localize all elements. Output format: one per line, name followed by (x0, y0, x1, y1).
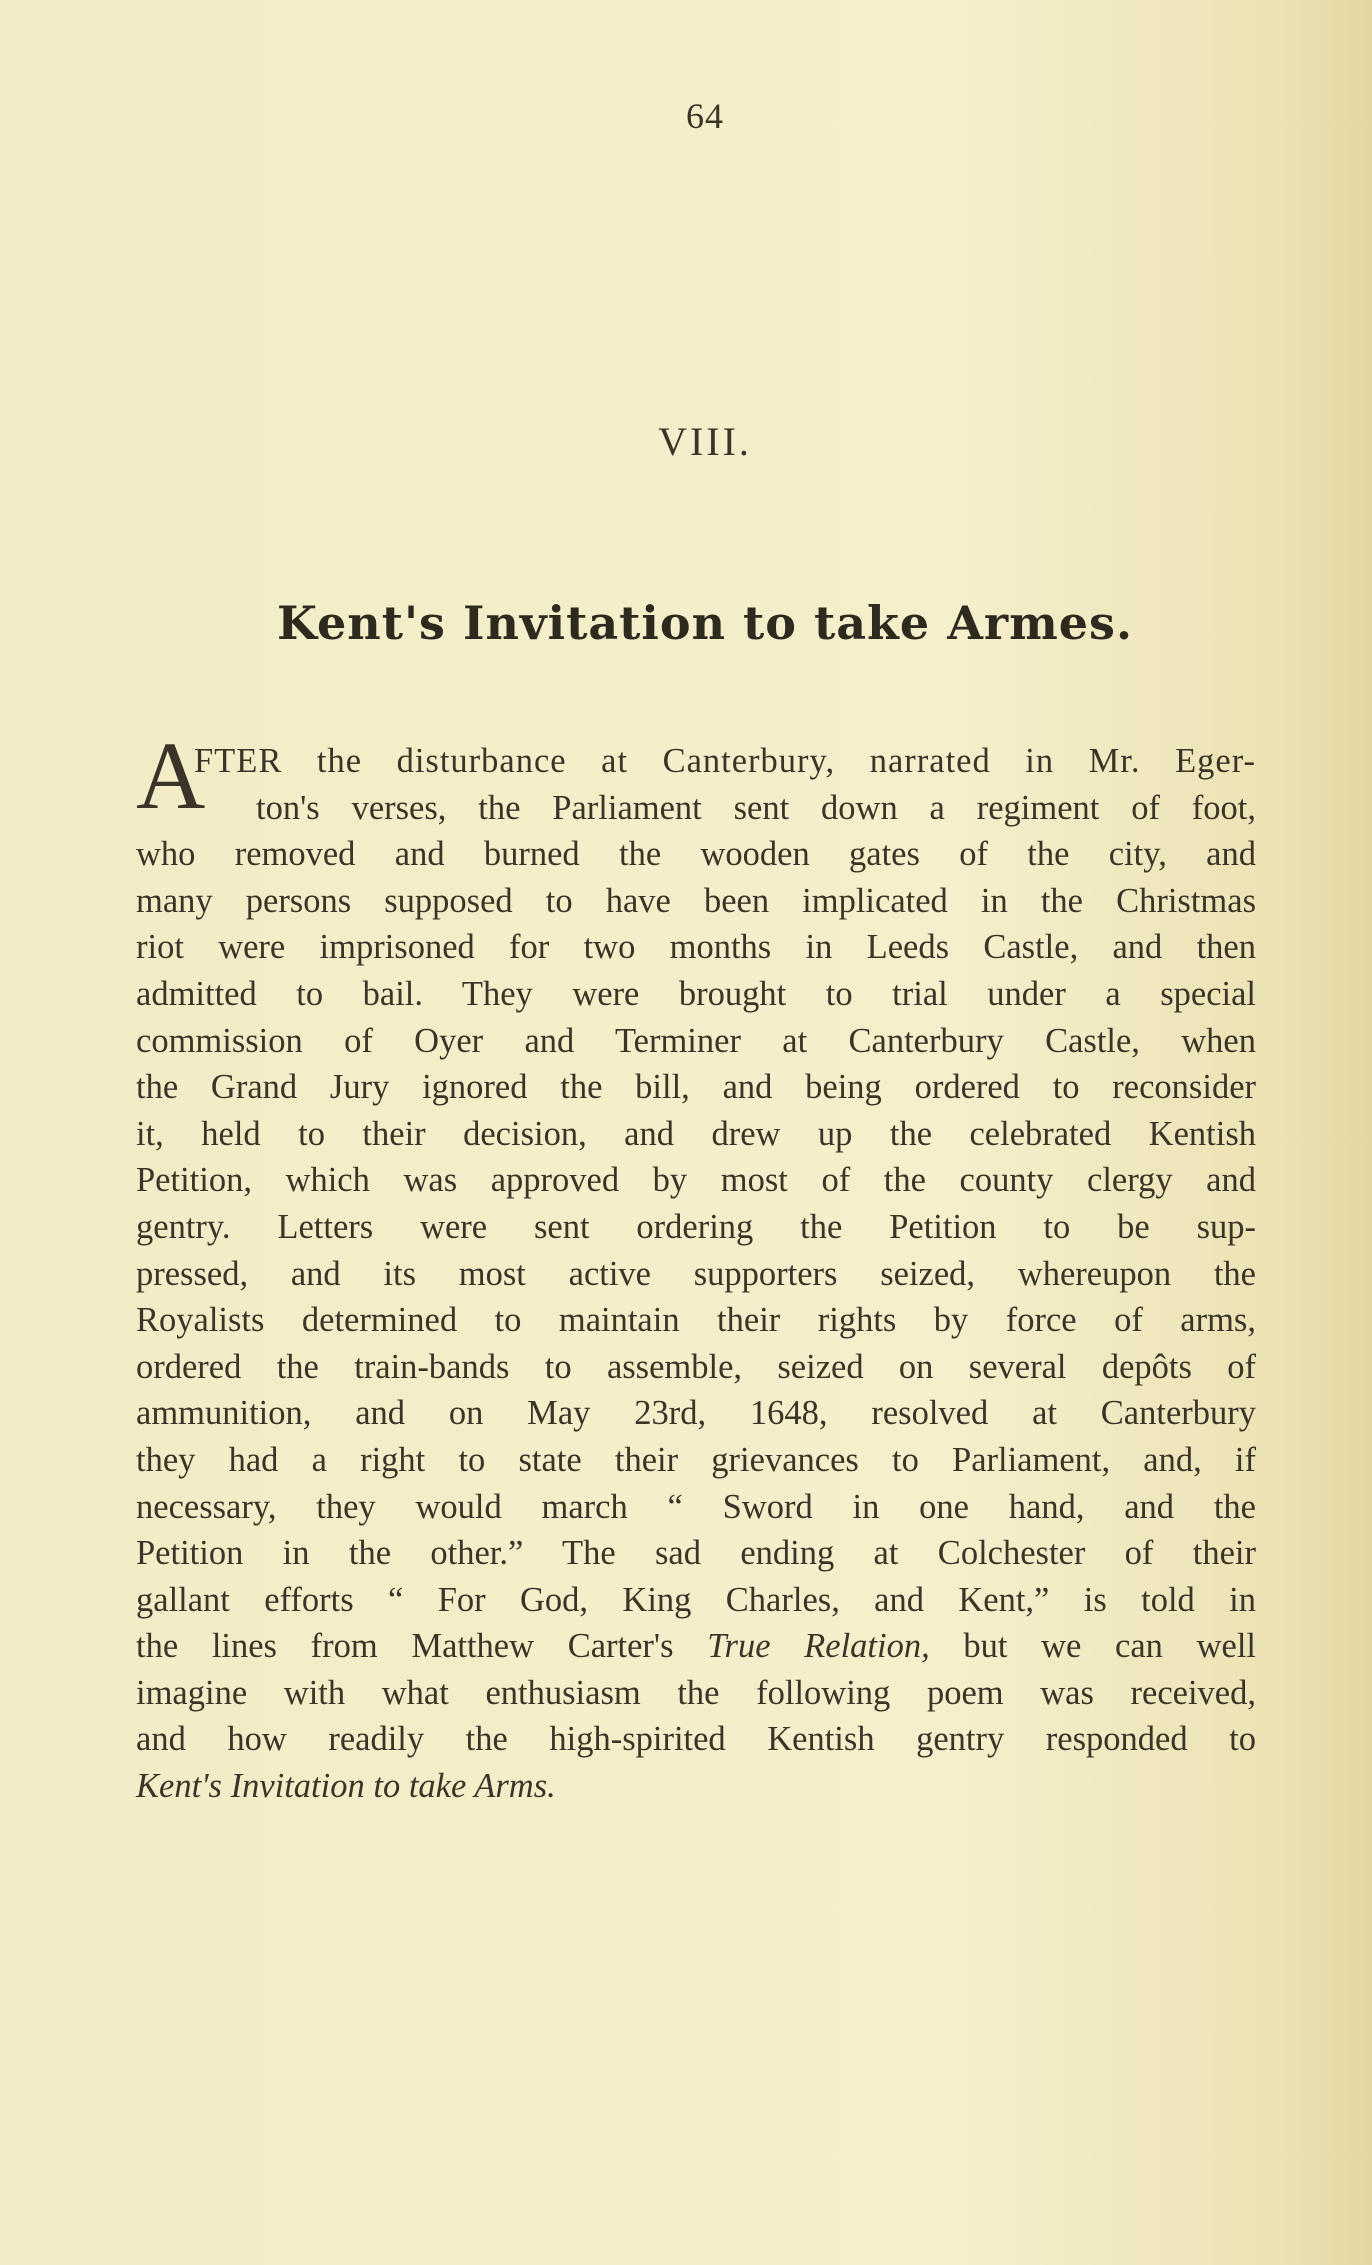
body-line: who removed and burned the wooden gates of the city, and (136, 835, 1256, 874)
drop-cap: A (136, 722, 206, 829)
body-line: and how readily the high-spirited Kentish gentry responded to (136, 1720, 1256, 1759)
body-line: gallant efforts “ For God, King Charles, and Kent,” is told in (136, 1580, 1256, 1619)
body-line: ton's verses, the Parliament sent down a regiment of foot, (256, 788, 1256, 827)
chapter-title: Kent's Invitation to take Armes. (277, 596, 1133, 650)
body-line: commission of Oyer and Terminer at Canterbury Castle, when (136, 1021, 1256, 1060)
page-number: 64 (686, 96, 724, 136)
body-line: Petition, which was approved by most of the county clergy and (136, 1161, 1256, 1200)
body-line: Royalists determined to maintain their rights by force of arms, (136, 1301, 1256, 1340)
body-line: ordered the train-bands to assemble, seized on several depôts of (136, 1347, 1256, 1386)
italic-title-true-relation: True Relation, (707, 1627, 930, 1666)
body-line: riot were imprisoned for two months in Leeds Castle, and then (136, 928, 1256, 967)
body-line-text: FTER the disturbance at Canterbury, narrated in Mr. Eger- (194, 742, 1256, 780)
body-line: ammunition, and on May 23rd, 1648, resolved at Canterbury (136, 1394, 1256, 1433)
body-line (136, 1623, 1256, 1670)
body-line: admitted to bail. They were brought to trial under a special (136, 974, 1256, 1013)
body-line: it, held to their decision, and drew up the celebrated Kentish (136, 1114, 1256, 1153)
body-line: many persons supposed to have been implicated in the Christmas (136, 881, 1256, 920)
body-line: gentry. Letters were sent ordering the Petition to be sup- (136, 1207, 1256, 1246)
body-line (136, 1763, 1256, 1810)
italic-closing-title: Kent's Invitation to take Arms. (136, 1767, 556, 1806)
body-text-run: the lines from Matthew Carter's (136, 1627, 708, 1666)
chapter-number: VIII. (658, 419, 752, 464)
body-paragraph (136, 722, 1256, 1810)
body-line: the Grand Jury ignored the bill, and being ordered to reconsider (136, 1068, 1256, 1107)
body-line: Petition in the other.” The sad ending at Colchester of their (136, 1534, 1256, 1573)
body-line: they had a right to state their grievances to Parliament, and, if (136, 1440, 1256, 1479)
body-line: pressed, and its most active supporters seized, whereupon the (136, 1254, 1256, 1293)
body-line: necessary, they would march “ Sword in one hand, and the (136, 1487, 1256, 1526)
body-text-run: but we can well (929, 1627, 1256, 1666)
body-line: imagine with what enthusiasm the following poem was received, (136, 1673, 1256, 1712)
